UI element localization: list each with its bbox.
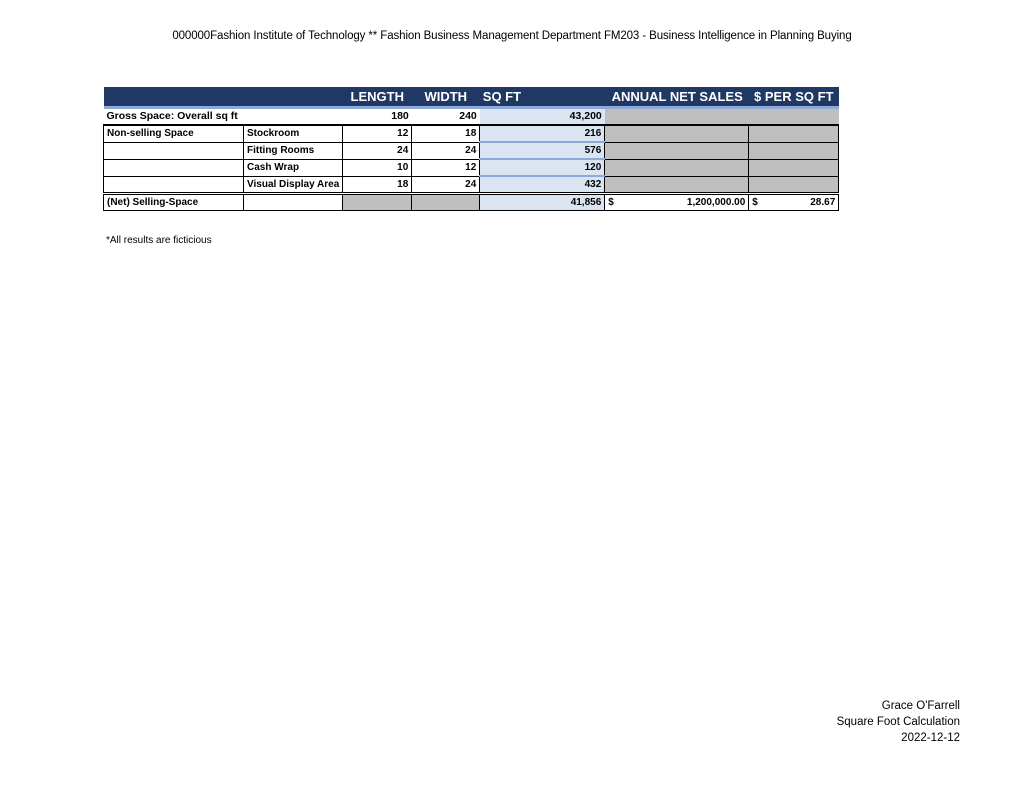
row-sales-cell — [605, 176, 749, 193]
net-annual-sales — [605, 193, 749, 210]
table-header-row — [104, 87, 839, 107]
footer-author: Grace O'Farrell — [881, 700, 960, 712]
nonselling-label: Non-selling Space — [104, 125, 244, 142]
row-length: 12 — [343, 125, 412, 142]
row-group-cell — [104, 142, 244, 159]
ficticious-note: *All results are ficticious — [106, 235, 212, 246]
column-header-length: LENGTH — [343, 87, 412, 107]
row-per-cell — [749, 142, 839, 159]
row-name: Stockroom — [244, 125, 343, 142]
row-sqft: 432 — [480, 176, 605, 193]
row-length: 10 — [343, 159, 412, 176]
table-row — [104, 142, 839, 159]
row-width: 24 — [412, 176, 480, 193]
footer-date: 2022-12-12 — [901, 732, 960, 744]
net-per-sqft — [749, 193, 839, 210]
row-sales-cell — [605, 142, 749, 159]
row-group-cell — [104, 176, 244, 193]
page-header: 000000Fashion Institute of Technology ** Fashion Business Management Department FM203 - Business Intelligence in Planning Buying — [172, 30, 852, 42]
row-sqft: 216 — [480, 125, 605, 142]
net-selling-row — [104, 193, 839, 210]
row-sqft: 120 — [480, 159, 605, 176]
net-sqft: 41,856 — [480, 193, 605, 210]
row-length: 24 — [343, 142, 412, 159]
column-header-width: WIDTH — [412, 87, 480, 107]
gross-space-row — [104, 107, 839, 125]
column-header-sqft: SQ FT — [480, 87, 605, 107]
table-row — [104, 159, 839, 176]
row-sales-cell — [605, 159, 749, 176]
page-footer — [837, 698, 960, 746]
gross-space-label: Gross Space: Overall sq ft — [104, 107, 343, 125]
row-width: 24 — [412, 142, 480, 159]
row-width: 12 — [412, 159, 480, 176]
sales-value: 1,200,000.00 — [686, 196, 746, 208]
row-name: Cash Wrap — [244, 159, 343, 176]
gross-sales-cell — [605, 107, 749, 125]
square-foot-table — [103, 87, 839, 211]
row-width: 18 — [412, 125, 480, 142]
table-row — [104, 176, 839, 193]
footer-title: Square Foot Calculation — [836, 716, 960, 728]
column-header-per-sqft: $ PER SQ FT — [749, 87, 839, 107]
per-currency-symbol: $ — [752, 196, 758, 208]
row-per-cell — [749, 125, 839, 142]
gross-per-cell — [749, 107, 839, 125]
row-per-cell — [749, 176, 839, 193]
net-length-cell — [343, 193, 412, 210]
net-selling-label: (Net) Selling-Space — [104, 193, 244, 210]
net-empty-cell — [244, 193, 343, 210]
per-sqft-value: 28.67 — [810, 196, 836, 208]
row-length: 18 — [343, 176, 412, 193]
row-group-cell — [104, 159, 244, 176]
gross-sqft: 43,200 — [480, 107, 605, 125]
row-sales-cell — [605, 125, 749, 142]
table-row — [104, 125, 839, 142]
gross-width: 240 — [412, 107, 480, 125]
gross-length: 180 — [343, 107, 412, 125]
row-per-cell — [749, 159, 839, 176]
net-width-cell — [412, 193, 480, 210]
column-header-annual-net-sales: ANNUAL NET SALES — [605, 87, 749, 107]
row-sqft: 576 — [480, 142, 605, 159]
row-name: Fitting Rooms — [244, 142, 343, 159]
sales-currency-symbol: $ — [608, 196, 614, 208]
row-name: Visual Display Area — [244, 176, 343, 193]
